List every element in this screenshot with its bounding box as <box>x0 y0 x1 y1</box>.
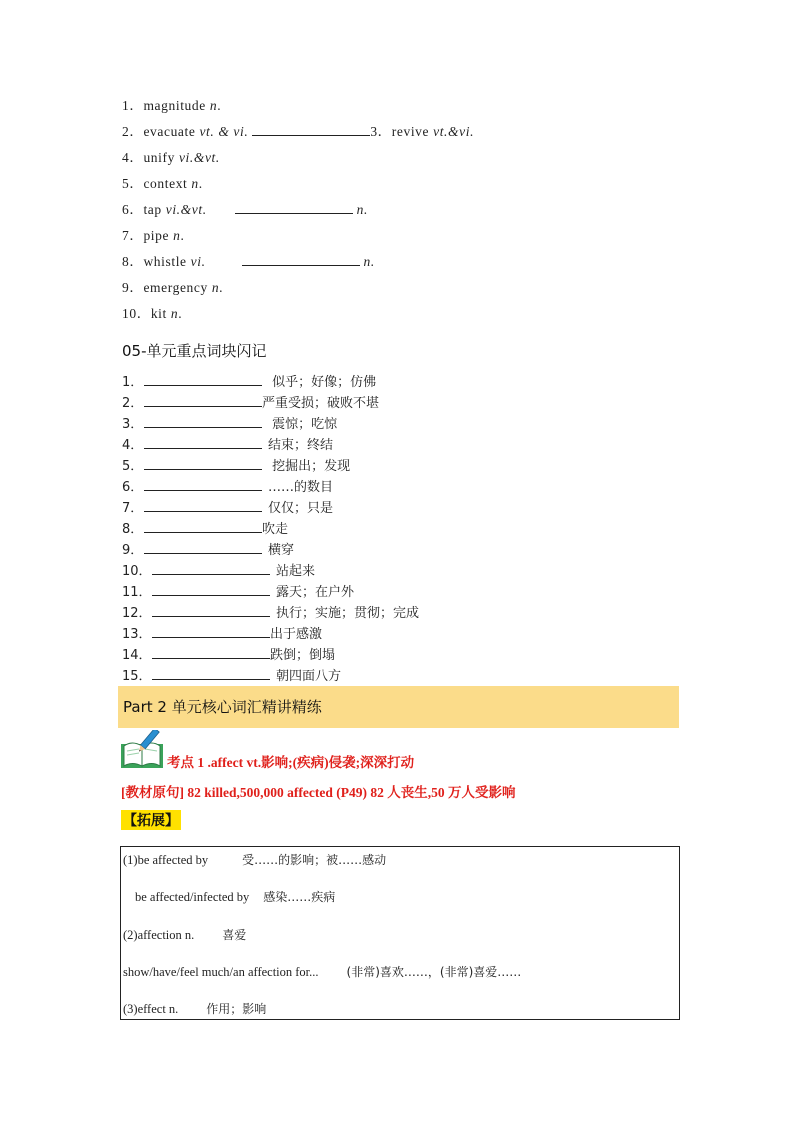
item-number: 5． <box>122 176 144 191</box>
vocab-item: 8．whistle vi. n. <box>122 254 375 269</box>
vocab-word: kit <box>150 306 167 321</box>
answer-blank[interactable] <box>152 603 270 617</box>
part-of-speech: vi.&vt. <box>178 150 220 165</box>
answer-blank[interactable] <box>235 200 353 214</box>
phrase-item: 14． 跌倒；倒塌 <box>122 645 419 666</box>
vocab-item: 9．emergency n. <box>122 280 224 295</box>
vocab-item: 6．tap vi.&vt. n. <box>122 202 368 217</box>
vocab-word: context <box>143 176 188 191</box>
phrase-item: 13． 出于感激 <box>122 624 419 645</box>
vocab-word: evacuate <box>143 124 196 139</box>
item-number: 6． <box>122 202 144 217</box>
vocab-item: 5．context n. <box>122 176 203 191</box>
part-of-speech: n <box>170 306 179 321</box>
answer-blank[interactable] <box>144 372 262 386</box>
extension-table <box>120 846 680 1020</box>
key-point-text: 考点 1 .affect vt.影响;(疾病)侵袭;深深打动 <box>167 755 415 770</box>
part-of-speech: vi. <box>190 254 206 269</box>
answer-blank[interactable] <box>144 393 262 407</box>
vocab-list <box>122 96 474 330</box>
phrase-item: 3． 震惊；吃惊 <box>122 414 419 435</box>
item-number: 1． <box>122 98 144 113</box>
phrase-item: 1． 似乎；好像；仿佛 <box>122 372 419 393</box>
extension-label: 【拓展】 <box>121 810 181 830</box>
vocab-item: 2．evacuate vt. & vi. 3．revive vt.&vi. <box>122 124 475 139</box>
answer-blank[interactable] <box>144 477 262 491</box>
answer-blank[interactable] <box>144 540 262 554</box>
part-of-speech: vi.&vt. <box>165 202 207 217</box>
table-line: be affected/infected by 感染……疾病 <box>135 890 336 904</box>
phrase-item: 2． 严重受损；破败不堪 <box>122 393 419 414</box>
phrase-item: 12． 执行；实施；贯彻；完成 <box>122 603 419 624</box>
part-of-speech: vt.&vi. <box>433 124 475 139</box>
phrase-item: 7． 仅仅；只是 <box>122 498 419 519</box>
part-of-speech: vt. & vi. <box>199 124 249 139</box>
answer-blank[interactable] <box>144 498 262 512</box>
part-of-speech: n <box>211 280 220 295</box>
table-line: (1)be affected by 受……的影响；被……感动 <box>123 853 387 867</box>
item-number: 10． <box>122 306 151 321</box>
vocab-item: 7．pipe n. <box>122 228 185 243</box>
item-number: 9． <box>122 280 144 295</box>
section-title: 05-单元重点词块闪记 <box>122 342 267 360</box>
answer-blank[interactable] <box>144 519 262 533</box>
answer-blank[interactable] <box>144 456 262 470</box>
item-number: 7． <box>122 228 144 243</box>
answer-blank[interactable] <box>152 624 270 638</box>
vocab-item: 1．magnitude n. <box>122 98 222 113</box>
part2-banner: Part 2 单元核心词汇精讲精练 <box>118 686 679 728</box>
vocab-item <box>122 148 474 174</box>
vocab-word: revive <box>391 124 430 139</box>
phrase-item: 10． 站起来 <box>122 561 419 582</box>
book-pencil-icon <box>120 730 166 775</box>
phrase-item: 15． 朝四面八方 <box>122 666 419 687</box>
vocab-word: pipe <box>143 228 170 243</box>
answer-blank[interactable] <box>152 582 270 596</box>
phrase-item: 4． 结束；终结 <box>122 435 419 456</box>
phrase-item: 8． 吹走 <box>122 519 419 540</box>
key-point <box>120 730 414 775</box>
part-of-speech: n <box>191 176 199 191</box>
answer-blank[interactable] <box>152 561 270 575</box>
phrase-list <box>122 372 419 687</box>
phrase-item: 9． 横穿 <box>122 540 419 561</box>
phrase-item: 11． 露天；在户外 <box>122 582 419 603</box>
answer-blank[interactable] <box>152 645 270 659</box>
vocab-word: unify <box>143 150 175 165</box>
item-number: 2． <box>122 124 144 139</box>
part-of-speech: n <box>209 98 218 113</box>
answer-blank[interactable] <box>152 666 270 680</box>
item-number: 4． <box>122 150 144 165</box>
vocab-word: whistle <box>143 254 187 269</box>
vocab-word: tap <box>143 202 162 217</box>
answer-blank[interactable] <box>252 122 370 136</box>
phrase-item: 6． ……的数目 <box>122 477 419 498</box>
answer-blank[interactable] <box>144 414 262 428</box>
part-of-speech: n <box>173 228 181 243</box>
table-line: (2)affection n. 喜爱 <box>123 928 247 942</box>
vocab-word: emergency <box>143 280 208 295</box>
phrase-item: 5． 挖掘出；发现 <box>122 456 419 477</box>
vocab-item: 10．kit n. <box>122 306 183 321</box>
textbook-source-sentence: [教材原句] 82 killed,500,000 affected (P49) 82 人丧生,50 万人受影响 <box>121 785 516 800</box>
item-number: 8． <box>122 254 144 269</box>
answer-blank[interactable] <box>242 252 360 266</box>
answer-blank[interactable] <box>144 435 262 449</box>
table-line: (3)effect n. 作用；影响 <box>123 1002 267 1016</box>
vocab-word: magnitude <box>143 98 206 113</box>
table-line: show/have/feel much/an affection for... (非常)喜欢……，(非常)喜爱…… <box>123 965 522 979</box>
